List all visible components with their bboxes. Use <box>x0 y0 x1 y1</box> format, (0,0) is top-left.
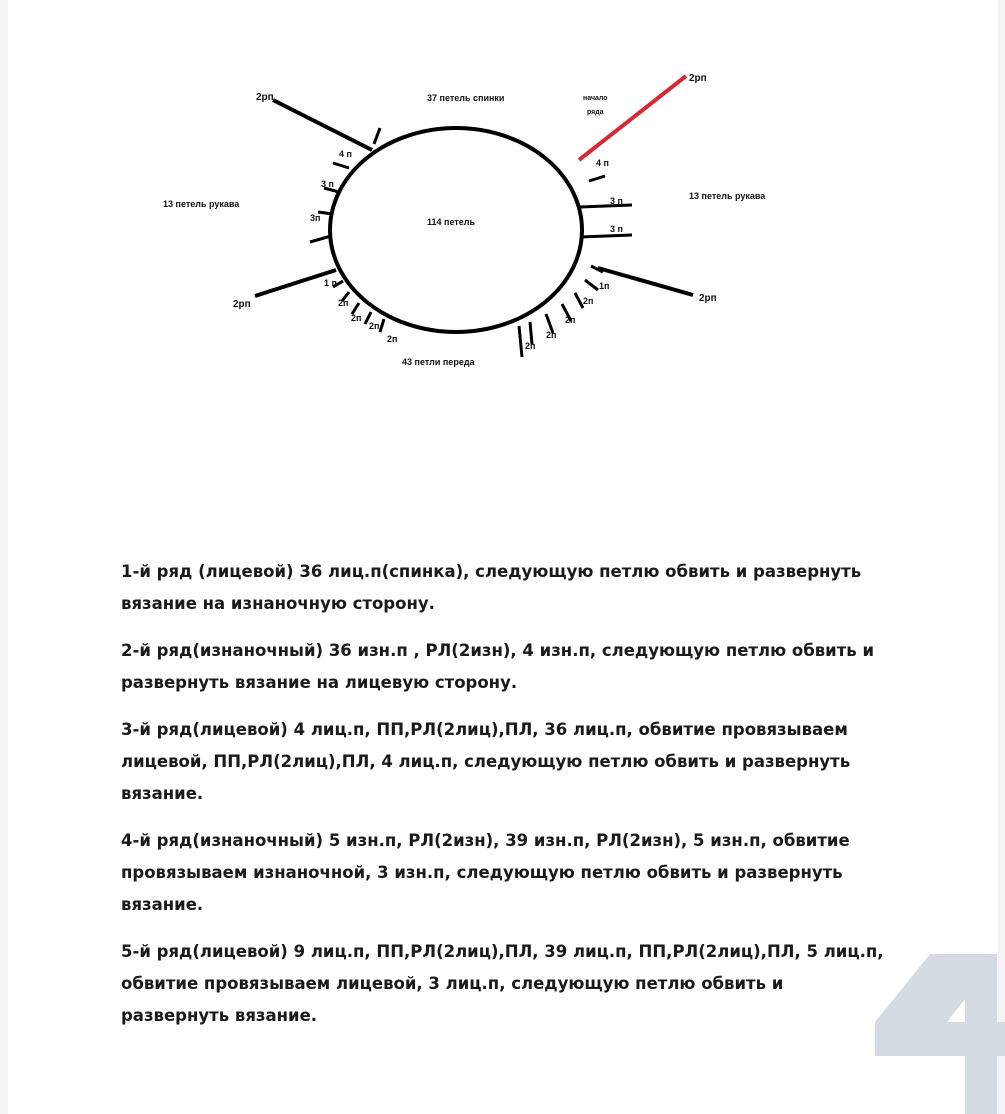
tick-mark <box>374 128 380 144</box>
stitch-count-label: 2п <box>369 321 380 331</box>
back-label: 37 петель спинки <box>427 93 505 103</box>
stitch-count-label: 2п <box>387 334 398 344</box>
center-label: 114 петель <box>427 217 476 227</box>
stitch-count-label: 4 п <box>339 149 352 159</box>
sleeve-left-label: 13 петель рукава <box>163 199 240 209</box>
tick-mark <box>310 236 331 242</box>
tick-mark <box>333 163 349 168</box>
row-instruction: 5-й ряд(лицевой) 9 лиц.п, ПП,РЛ(2лиц),ПЛ, 39 лиц.п, ПП,РЛ(2лиц),ПЛ, 5 лиц.п, обвитие провязываем лицевой, 3 лиц.п, следующую петлю обвить и развернуть вязание. <box>121 942 884 1025</box>
instructions <box>121 556 891 1047</box>
stitch-count-label: 3п <box>310 213 321 223</box>
raglan-diagram <box>0 0 1005 420</box>
tick-mark <box>519 326 522 357</box>
loop-ellipse <box>330 128 582 332</box>
row-instruction: 1-й ряд (лицевой) 36 лиц.п(спинка), следующую петлю обвить и развернуть вязание на изнаночную сторону. <box>121 562 862 613</box>
stitch-count-label: 3 п <box>610 224 623 234</box>
diagram-canvas <box>0 0 1005 420</box>
raglan-label: 2рп <box>689 73 707 84</box>
row-instruction: 2-й ряд(изнаночный) 36 изн.п , РЛ(2изн), 4 изн.п, следующую петлю обвить и развернуть вязание на лицевую сторону. <box>121 641 875 692</box>
raglan-line-bottom-right <box>598 268 693 295</box>
row-start-label: ряда <box>587 109 604 116</box>
row-instruction: 4-й ряд(изнаночный) 5 изн.п, РЛ(2изн), 39 изн.п, РЛ(2изн), 5 изн.п, обвитие провязываем изнаночной, 3 изн.п, следующую петлю обвить и развернуть вязание. <box>121 831 850 914</box>
stitch-count-label: 1п <box>599 281 610 291</box>
tick-mark <box>380 319 384 332</box>
stitch-count-label: 3 п <box>610 196 623 206</box>
row-instruction: 3-й ряд(лицевой) 4 лиц.п, ПП,РЛ(2лиц),ПЛ, 36 лиц.п, обвитие провязываем лицевой, ПП,РЛ(2лиц),ПЛ, 4 лиц.п, следующую петлю обвить и развернуть вязание. <box>121 720 851 803</box>
sleeve-right-label: 13 петель рукава <box>689 191 766 201</box>
stitch-count-label: 2п <box>583 296 594 306</box>
row-start-label: начало <box>583 95 608 102</box>
tick-mark <box>580 235 632 237</box>
watermark-logo <box>835 954 1005 1114</box>
stitch-count-label: 4 п <box>596 158 609 168</box>
stitch-count-label: 2п <box>338 298 349 308</box>
stitch-count-label: 2п <box>351 313 362 323</box>
stitch-count-label: 2п <box>525 341 536 351</box>
tick-mark <box>585 280 598 290</box>
stitch-count-label: 1 п <box>324 278 337 288</box>
stitch-count-label: 2п <box>565 315 576 325</box>
front-label: 43 петли переда <box>402 357 475 367</box>
tick-mark <box>589 176 605 181</box>
raglan-line-top-left <box>273 100 372 150</box>
raglan-label: 2рп <box>256 92 274 103</box>
tick-mark <box>580 205 632 207</box>
raglan-label: 2рп <box>699 293 717 304</box>
raglan-label: 2рп <box>233 299 251 310</box>
stitch-count-label: 3 п <box>321 179 334 189</box>
stitch-count-label: 2п <box>546 330 557 340</box>
tick-mark <box>575 293 583 308</box>
row-start-line <box>579 76 686 160</box>
